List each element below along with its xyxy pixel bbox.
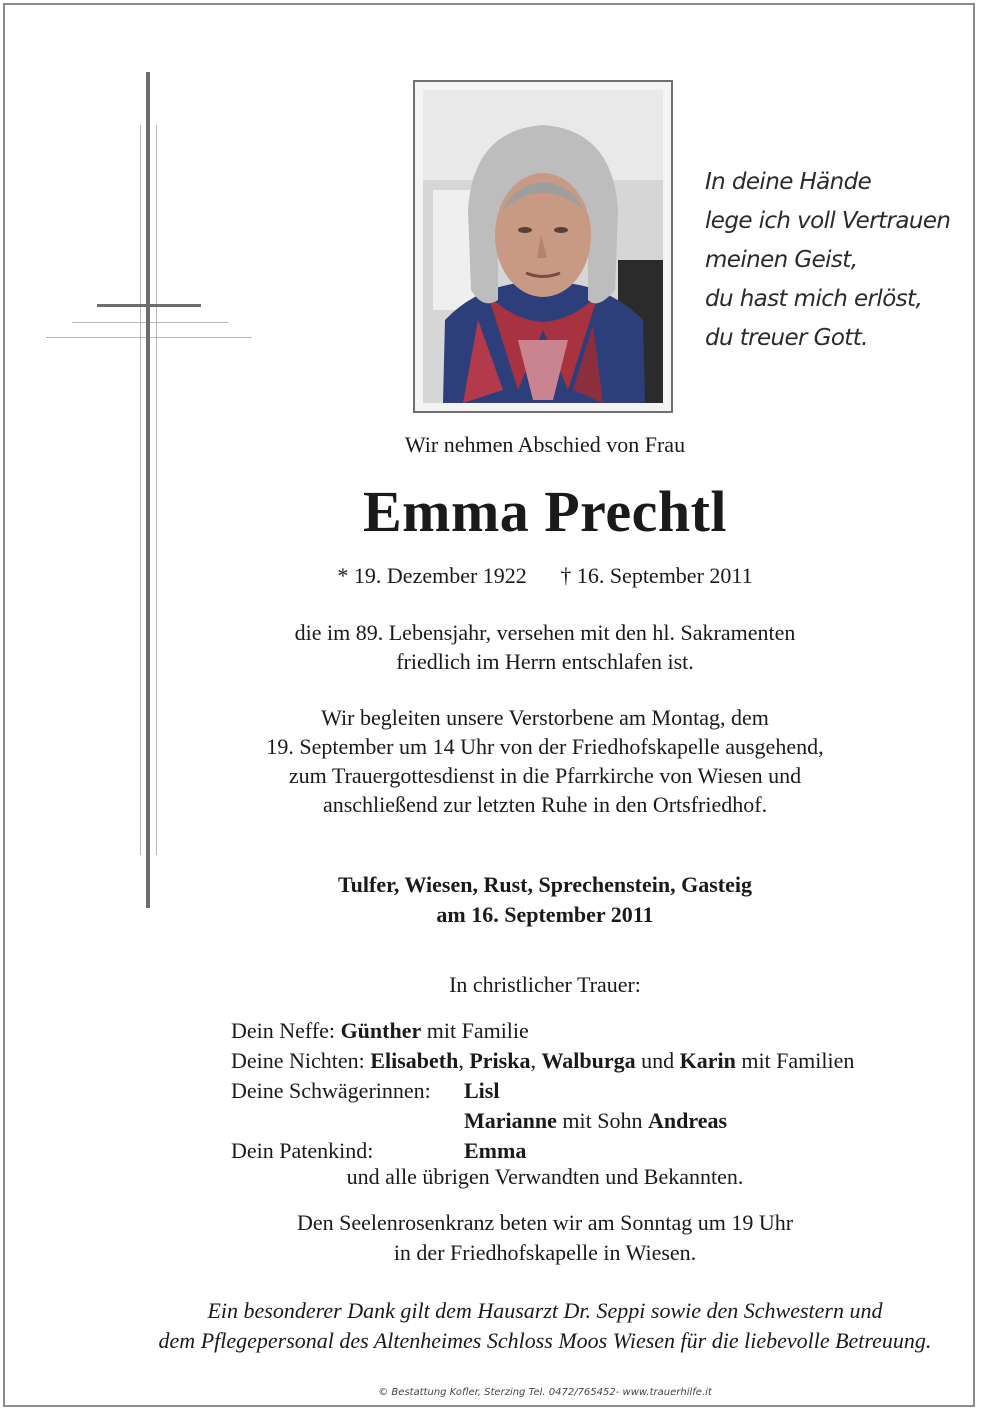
quote-line: lege ich voll Vertrauen: [705, 208, 951, 234]
mourner-name: Günther: [340, 1018, 422, 1043]
mourner-name: Priska: [469, 1048, 531, 1073]
paragraph-line: zum Trauergottesdienst in die Pfarrkirche von Wiesen und: [288, 763, 802, 788]
mourner-name: Marianne: [464, 1108, 557, 1133]
places-and-date: [110, 870, 980, 930]
relation-label: Dein Neffe:: [231, 1018, 336, 1043]
paragraph-line: friedlich im Herrn entschlafen ist.: [396, 649, 694, 674]
all-others-line: und alle übrigen Verwandten und Bekannten.: [346, 1164, 744, 1189]
mourner-suffix: mit Familie: [421, 1018, 529, 1043]
paragraph-line: anschließend zur letzten Ruhe in den Ortsfriedhof.: [322, 792, 768, 817]
mourner-name: Andreas: [647, 1108, 728, 1133]
portrait-frame: [413, 80, 673, 413]
date-line: am 16. September 2011: [436, 902, 654, 927]
deceased-name: Emma Prechtl: [362, 479, 728, 544]
quote-line: In deine Hände: [705, 169, 872, 195]
separator: ,: [458, 1048, 470, 1073]
quote-line: meinen Geist,: [705, 247, 858, 273]
mourner-suffix: mit Sohn: [556, 1108, 648, 1133]
footer-credit: © Bestattung Kofler, Sterzing Tel. 0472/765452- www.trauerhilfe.it: [378, 1387, 712, 1398]
thanks-line: dem Pflegepersonal des Altenheimes Schloss Moos Wiesen für die liebevolle Betreuung.: [158, 1328, 932, 1353]
portrait-photo: [423, 90, 663, 403]
mourner-name: Lisl: [464, 1078, 500, 1103]
mourner-name: Emma: [464, 1138, 527, 1163]
bible-quote: [705, 163, 965, 358]
relation-label: Deine Schwägerinnen:: [231, 1078, 431, 1103]
paragraph-line: 19. September um 14 Uhr von der Friedhofskapelle ausgehend,: [266, 734, 824, 759]
mourner-name: Karin: [679, 1048, 736, 1073]
mourning-intro: In christlicher Trauer:: [449, 972, 641, 997]
mourner-name: Elisabeth: [370, 1048, 459, 1073]
separator: ,: [530, 1048, 542, 1073]
mourner-name: Walburga: [541, 1048, 636, 1073]
rosary-line: in der Friedhofskapelle in Wiesen.: [393, 1240, 697, 1265]
intro-text: Wir nehmen Abschied von Frau: [404, 432, 686, 457]
relation-label: Deine Nichten:: [231, 1048, 365, 1073]
cross-thin-bar-upper: [72, 322, 228, 323]
death-date: † 16. September 2011: [560, 563, 753, 588]
paragraph-line: Wir begleiten unsere Verstorbene am Montag, dem: [321, 705, 769, 730]
quote-line: du hast mich erlöst,: [705, 286, 923, 312]
life-dates: [110, 563, 980, 589]
separator: und: [635, 1048, 680, 1073]
relation-label: Dein Patenkind:: [231, 1138, 374, 1163]
quote-line: du treuer Gott.: [705, 325, 868, 351]
funeral-details-paragraph: [110, 703, 980, 819]
thanks-line: Ein besonderer Dank gilt dem Hausarzt Dr. Seppi sowie den Schwestern und: [207, 1298, 883, 1323]
cross-horizontal-beam: [97, 304, 201, 307]
rosary-line: Den Seelenrosenkranz beten wir am Sonntag um 19 Uhr: [296, 1210, 794, 1235]
rosary-notice: [110, 1208, 980, 1268]
thanks-note: [150, 1296, 940, 1356]
places-line: Tulfer, Wiesen, Rust, Sprechenstein, Gasteig: [338, 872, 752, 897]
paragraph-line: die im 89. Lebensjahr, versehen mit den hl. Sakramenten: [294, 620, 796, 645]
mourner-suffix: mit Familien: [735, 1048, 855, 1073]
death-notice-paragraph: [110, 618, 980, 676]
birth-date: * 19. Dezember 1922: [337, 563, 527, 588]
